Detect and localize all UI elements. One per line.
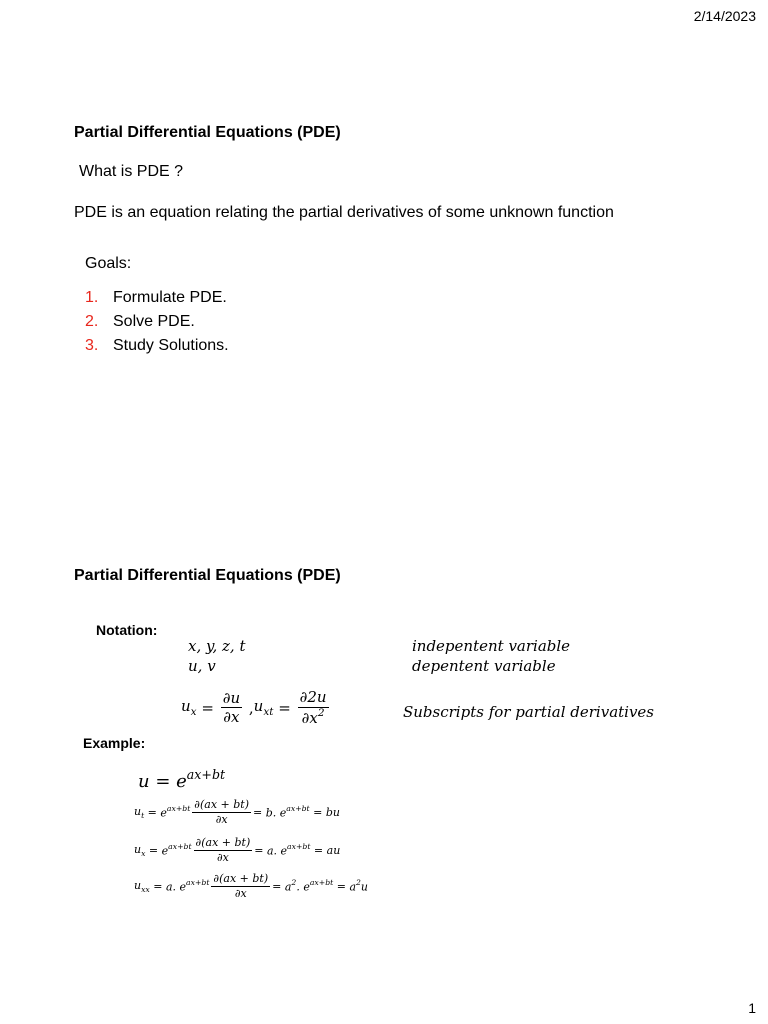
goal-text: Solve PDE. bbox=[113, 313, 195, 330]
example-function: $u = e^{ax+bt}$ bbox=[138, 767, 226, 792]
independent-desc: indepentent variable bbox=[412, 637, 571, 655]
goal-text: Formulate PDE. bbox=[113, 289, 227, 306]
ut-derivation: $u_t$ = $e^{ax+bt}$ $\frac{\partial(ax + bt)}{\partial x}$ = b. $e^{ax+bt}$ = bu bbox=[134, 798, 341, 826]
dependent-vars: u, v bbox=[188, 657, 216, 675]
ux-derivation: $u_x$ = $e^{ax+bt}$ $\frac{\partial(ax + bt)}{\partial x}$ = a. $e^{ax+bt}$ = au bbox=[134, 836, 341, 864]
goal-number: 2. bbox=[85, 313, 99, 330]
fraction: $\frac{\partial(ax + bt)}{\partial x}$ bbox=[194, 798, 250, 826]
goal-item-2 bbox=[85, 313, 229, 337]
goal-number: 1. bbox=[85, 289, 99, 306]
goal-text: Study Solutions. bbox=[113, 337, 229, 354]
subscript-equation: $u_x$ = $\frac{\partial u}{\partial x}$ , $u_{xt}$ = $\frac{\partial 2u}{\partial x^2}$ bbox=[181, 688, 327, 727]
subscripts-desc: Subscripts for partial derivatives bbox=[403, 703, 655, 721]
fraction: $\frac{\partial 2u}{\partial x^2}$ bbox=[299, 688, 327, 727]
slide-date: 2/14/2023 bbox=[693, 8, 756, 24]
dependent-desc: depentent variable bbox=[412, 657, 556, 675]
goal-item-3 bbox=[85, 337, 229, 361]
pde-question: What is PDE ? bbox=[79, 163, 184, 180]
uxx-derivation: $u_{xx}$ = a. $e^{ax+bt}$ $\frac{\partial(ax + bt)}{\partial x}$ = $a^2$. $e^{ax+bt}$ = $a^2u$ bbox=[134, 872, 368, 900]
goal-item-1 bbox=[85, 289, 229, 313]
notation-label: Notation: bbox=[96, 622, 158, 638]
independent-vars: x, y, z, t bbox=[188, 637, 246, 655]
slide-2-title: Partial Differential Equations (PDE) bbox=[74, 567, 341, 584]
page-number: 1 bbox=[748, 1000, 756, 1016]
slide-1-title: Partial Differential Equations (PDE) bbox=[74, 124, 341, 141]
fraction: $\frac{\partial(ax + bt)}{\partial x}$ bbox=[195, 836, 251, 864]
goal-number: 3. bbox=[85, 337, 99, 354]
example-label: Example: bbox=[83, 735, 146, 751]
pde-definition: PDE is an equation relating the partial derivatives of some unknown function bbox=[74, 204, 614, 221]
fraction: $\frac{\partial(ax + bt)}{\partial x}$ bbox=[213, 872, 269, 900]
goals-list bbox=[85, 289, 229, 361]
fraction: $\frac{\partial u}{\partial x}$ bbox=[222, 688, 241, 727]
goals-heading: Goals: bbox=[85, 255, 132, 272]
